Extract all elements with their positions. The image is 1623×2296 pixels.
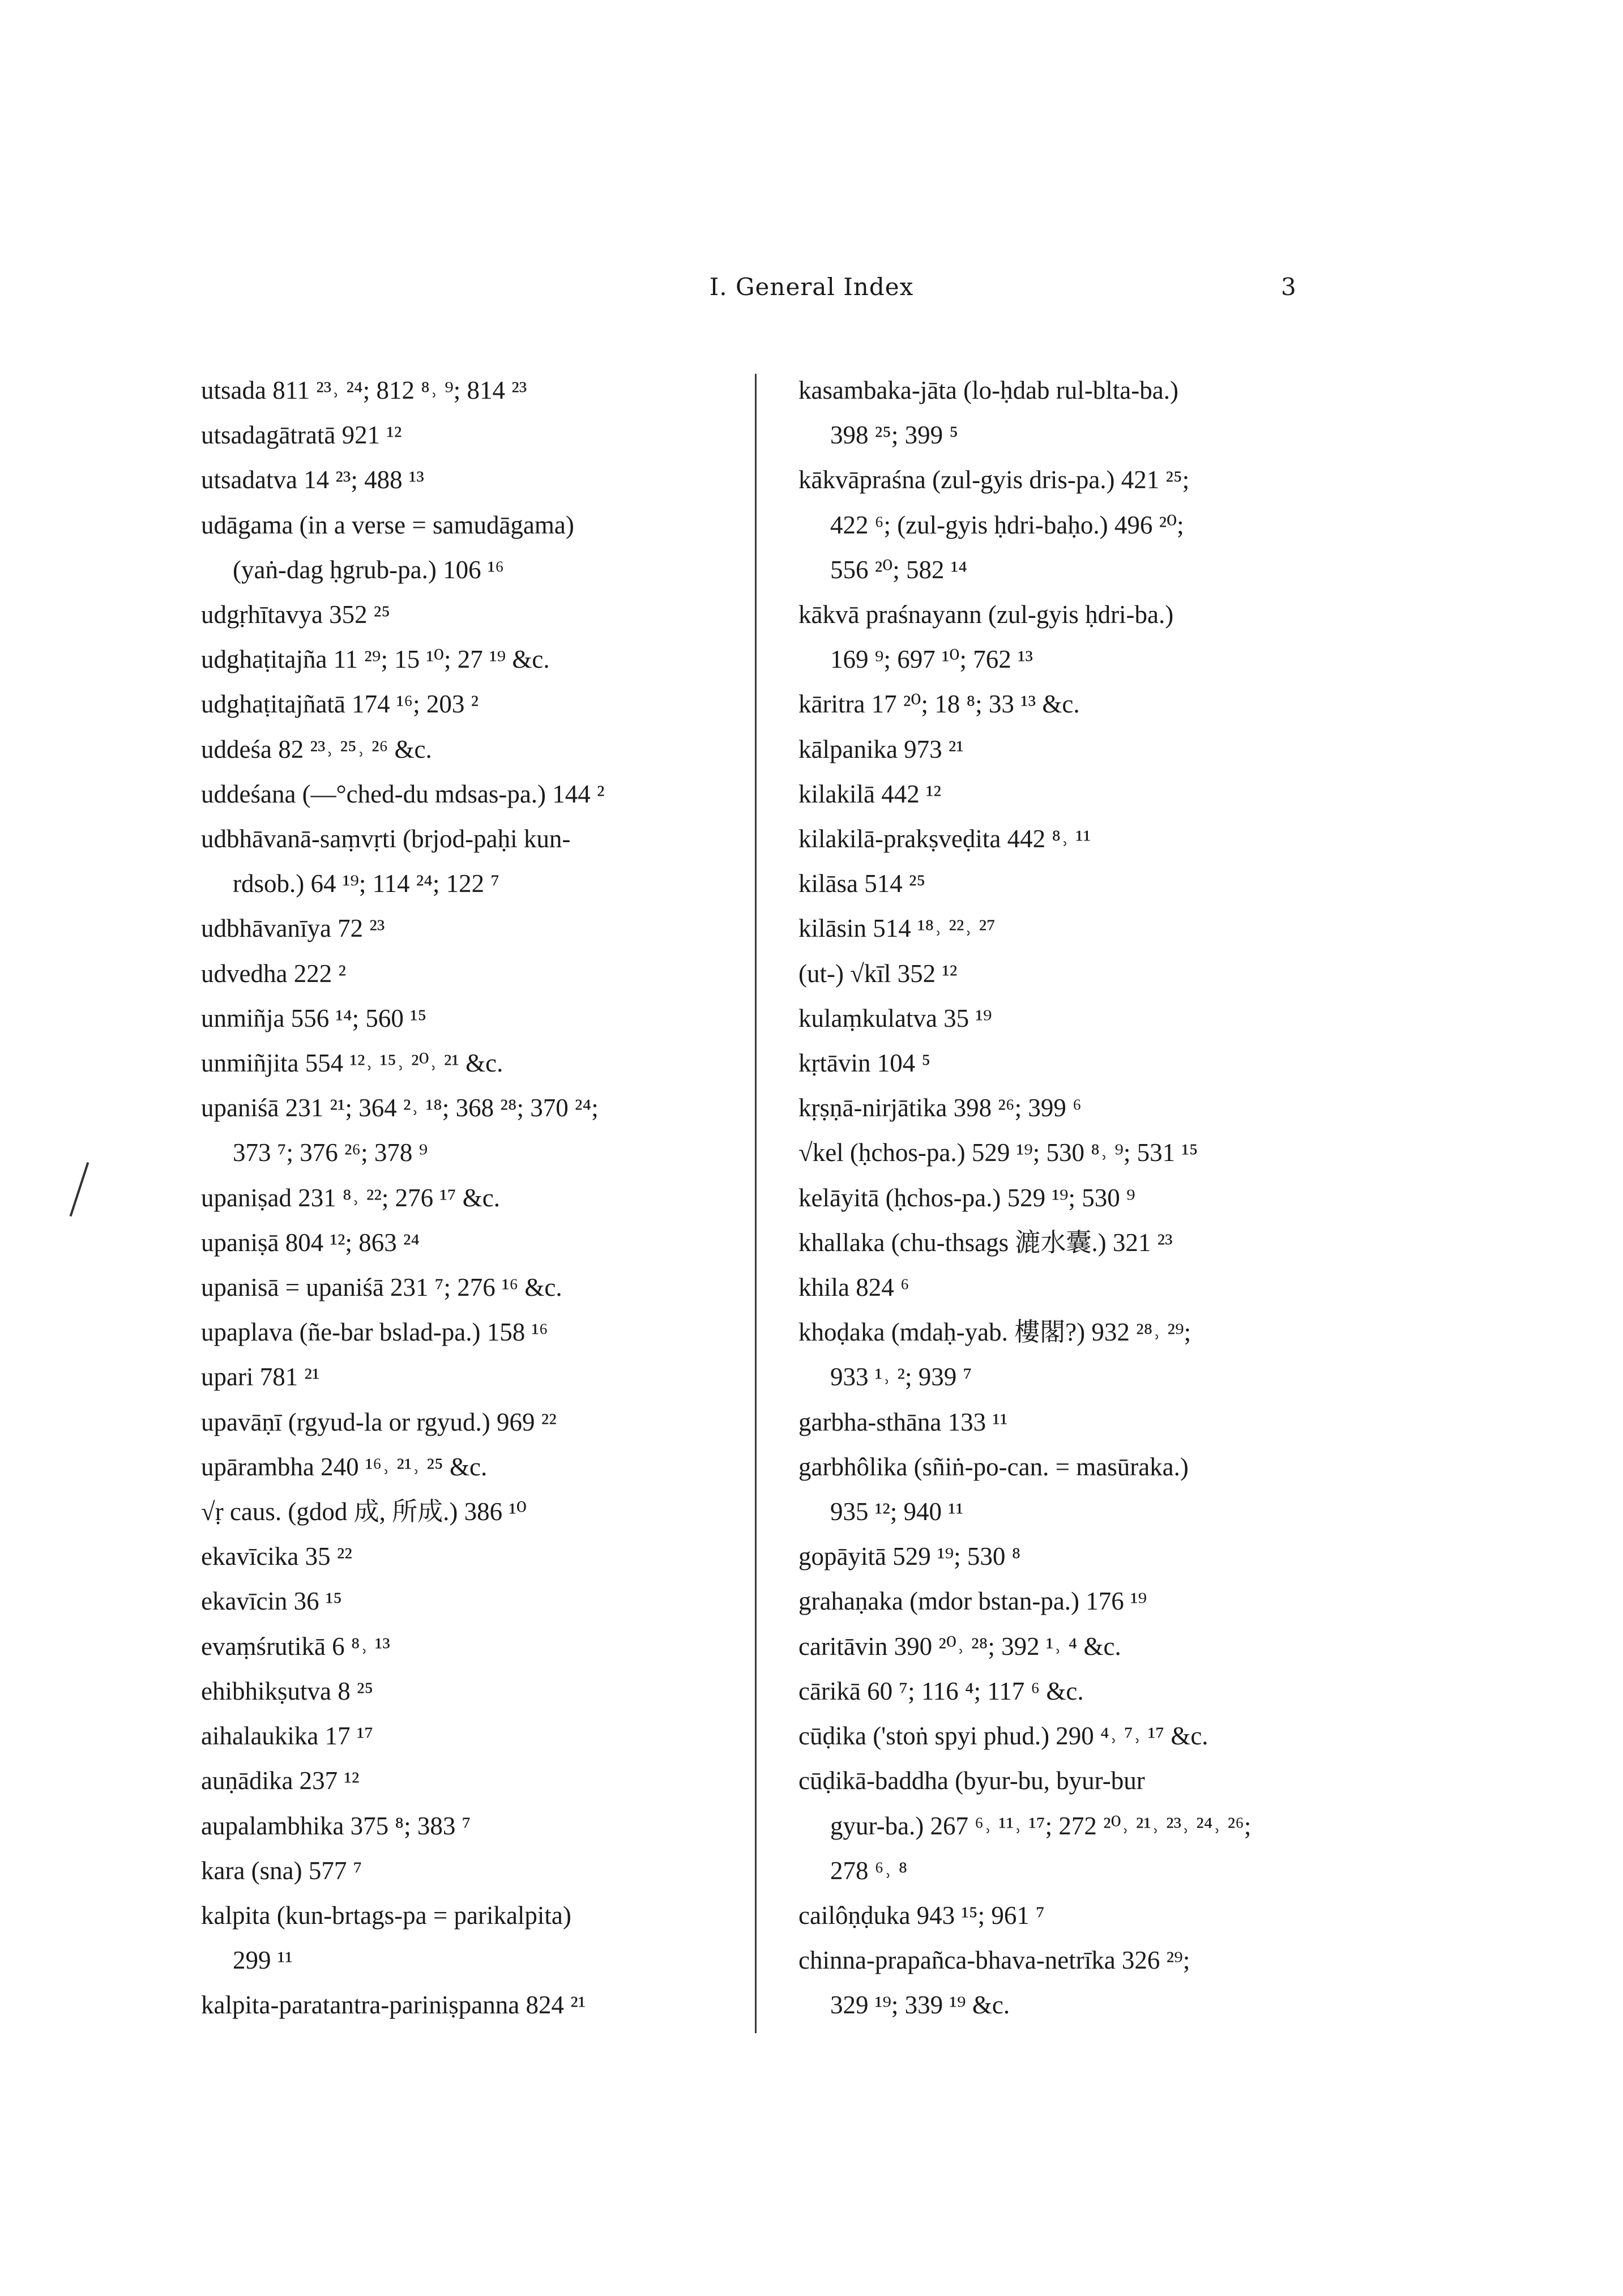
index-entry [798, 1759, 1370, 1893]
entry-line: auṇādika 237 ¹² [201, 1766, 360, 1795]
entry-continuation-line: gyur-ba.) 267 ⁶˒ ¹¹˒ ¹⁷; 272 ²⁰˒ ²¹˒ ²³˒ ²⁴˒ ²⁶; [830, 1811, 1252, 1840]
entry-line: upārambha 240 ¹⁶˒ ²¹˒ ²⁵ &c. [201, 1452, 488, 1481]
entry-line: garbhôlika (sñiṅ-po-can. = masūraka.) [798, 1452, 1189, 1481]
entry-line: unmiñja 556 ¹⁴; 560 ¹⁵ [201, 1004, 427, 1032]
running-title: I. General Index [709, 273, 914, 301]
index-entry [798, 592, 1370, 682]
entry-line: upaniṣā 804 ¹²; 863 ²⁴ [201, 1228, 420, 1257]
entry-line: khallaka (chu-thsags 漉水囊.) 321 ²³ [798, 1228, 1173, 1257]
entry-continuation-line: 398 ²⁵; 399 ⁵ [830, 421, 959, 450]
index-entry [201, 503, 756, 592]
entry-line: garbha-sthāna 133 ¹¹ [798, 1407, 1008, 1436]
index-entry [798, 861, 1370, 906]
index-entry [798, 996, 1370, 1041]
index-entry [201, 1265, 756, 1310]
index-entry [201, 458, 756, 502]
entry-continuation-line: 329 ¹⁹; 339 ¹⁹ &c. [830, 1991, 1010, 2020]
entry-line: kilāsa 514 ²⁵ [798, 869, 926, 898]
index-entry [798, 727, 1370, 772]
index-entry [201, 906, 756, 951]
index-entry [798, 906, 1370, 951]
index-entry [201, 1220, 756, 1265]
index-entry [201, 1086, 756, 1175]
index-entry [798, 1310, 1370, 1399]
entry-line: grahaṇaka (mdor bstan-pa.) 176 ¹⁹ [798, 1587, 1147, 1616]
index-entry [201, 1400, 756, 1445]
entry-continuation-line: 933 ¹˒ ²; 939 ⁷ [830, 1363, 972, 1392]
index-entry [201, 1176, 756, 1220]
entry-line: uddeśa 82 ²³˒ ²⁵˒ ²⁶ &c. [201, 735, 432, 763]
index-entry [201, 1579, 756, 1624]
entry-line: utsadatva 14 ²³; 488 ¹³ [201, 466, 424, 494]
entry-line: kalpita-paratantra-pariniṣpanna 824 ²¹ [201, 1991, 586, 2020]
entry-line: kelāyitā (ḥchos-pa.) 529 ¹⁹; 530 ⁹ [798, 1183, 1135, 1212]
index-entry [201, 1759, 756, 1803]
entry-continuation-line: 422 ⁶; (zul-gyis ḥdri-baḥo.) 496 ²⁰; [830, 510, 1184, 539]
index-entry [798, 772, 1370, 817]
entry-line: chinna-prapañca-bhava-netrīka 326 ²⁹; [798, 1946, 1190, 1975]
index-entry [201, 413, 756, 458]
index-entry [798, 368, 1370, 458]
entry-line: ehibhikṣutva 8 ²⁵ [201, 1676, 374, 1705]
entry-line: kara (sna) 577 ⁷ [201, 1856, 362, 1885]
entry-line: utsada 811 ²³˒ ²⁴; 812 ⁸˒ ⁹; 814 ²³ [201, 376, 527, 404]
index-entry [798, 1445, 1370, 1534]
index-entry [798, 1938, 1370, 2028]
index-entry [201, 1804, 756, 1849]
entry-continuation-line: 278 ⁶˒ ⁸ [830, 1856, 908, 1885]
entry-line: khila 824 ⁶ [798, 1273, 909, 1302]
page-number: 3 [1281, 273, 1296, 301]
index-entry [798, 1579, 1370, 1624]
index-entry [798, 1400, 1370, 1445]
entry-line: upaplava (ñe-bar bslad-pa.) 158 ¹⁶ [201, 1318, 548, 1347]
entry-line: kākvāpraśna (zul-gyis dris-pa.) 421 ²⁵; [798, 466, 1190, 494]
index-entry [798, 951, 1370, 996]
entry-line: udghaṭitajñatā 174 ¹⁶; 203 ² [201, 690, 479, 719]
index-entry [201, 996, 756, 1041]
index-entry [201, 772, 756, 817]
entry-line: utsadagātratā 921 ¹² [201, 421, 402, 450]
index-entry [798, 817, 1370, 861]
index-entry [201, 817, 756, 906]
index-entry [201, 637, 756, 682]
entry-line: unmiñjita 554 ¹²˒ ¹⁵˒ ²⁰˒ ²¹ &c. [201, 1049, 503, 1078]
index-entry [201, 727, 756, 772]
entry-continuation-line: 373 ⁷; 376 ²⁶; 378 ⁹ [233, 1138, 428, 1167]
entry-continuation-line: (yaṅ-dag ḥgrub-pa.) 106 ¹⁶ [233, 555, 505, 584]
entry-continuation-line: 556 ²⁰; 582 ¹⁴ [830, 555, 967, 584]
index-columns [201, 368, 1424, 2039]
index-entry [798, 458, 1370, 592]
entry-continuation-line: 935 ¹²; 940 ¹¹ [830, 1497, 964, 1526]
index-entry [201, 1714, 756, 1759]
entry-line: udbhāvanā-saṃvṛti (brjod-paḥi kun- [201, 825, 571, 853]
entry-continuation-line: 169 ⁹; 697 ¹⁰; 762 ¹³ [830, 645, 1033, 674]
entry-line: uddeśana (—°ched-du mdsas-pa.) 144 ² [201, 779, 605, 808]
entry-line: ekavīcin 36 ¹⁵ [201, 1587, 343, 1616]
entry-line: kṛtāvin 104 ⁵ [798, 1049, 931, 1078]
index-entry [798, 682, 1370, 727]
index-entry [201, 368, 756, 413]
column-divider [755, 374, 757, 2033]
entry-line: udvedha 222 ² [201, 959, 346, 988]
entry-line: kilāsin 514 ¹⁸˒ ²²˒ ²⁷ [798, 914, 996, 943]
entry-continuation-line: 299 ¹¹ [233, 1946, 293, 1975]
index-entry [798, 1624, 1370, 1669]
right-column [798, 368, 1370, 2028]
entry-line: (ut-) √kīl 352 ¹² [798, 959, 958, 988]
entry-line: kālpanika 973 ²¹ [798, 735, 964, 763]
entry-line: upanisā = upaniśā 231 ⁷; 276 ¹⁶ &c. [201, 1273, 562, 1302]
entry-line: aihalaukika 17 ¹⁷ [201, 1722, 374, 1751]
index-entry [798, 1220, 1370, 1265]
index-entry [201, 592, 756, 637]
index-entry [201, 1983, 756, 2028]
index-entry [201, 682, 756, 727]
index-entry [201, 1041, 756, 1086]
entry-continuation-line: rdsob.) 64 ¹⁹; 114 ²⁴; 122 ⁷ [233, 869, 500, 898]
entry-line: kāritra 17 ²⁰; 18 ⁸; 33 ¹³ &c. [798, 690, 1080, 719]
entry-line: cūḍika ('stoṅ spyi phud.) 290 ⁴˒ ⁷˒ ¹⁷ &c. [798, 1722, 1208, 1751]
left-column [201, 368, 756, 2028]
index-entry [798, 1669, 1370, 1714]
entry-line: kulaṃkulatva 35 ¹⁹ [798, 1004, 992, 1032]
index-entry [201, 951, 756, 996]
index-entry [798, 1265, 1370, 1310]
index-entry [798, 1176, 1370, 1220]
index-entry [798, 1130, 1370, 1175]
entry-line: udghaṭitajña 11 ²⁹; 15 ¹⁰; 27 ¹⁹ &c. [201, 645, 550, 674]
index-entry [798, 1534, 1370, 1579]
entry-line: udgṛhītavya 352 ²⁵ [201, 600, 391, 629]
entry-line: cailôṇḍuka 943 ¹⁵; 961 ⁷ [798, 1901, 1045, 1930]
page-header [0, 273, 1623, 307]
entry-line: cārikā 60 ⁷; 116 ⁴; 117 ⁶ &c. [798, 1676, 1084, 1705]
index-entry [201, 1669, 756, 1714]
entry-line: kasambaka-jāta (lo-ḥdab rul-blta-ba.) [798, 376, 1178, 404]
entry-line: upari 781 ²¹ [201, 1363, 320, 1392]
entry-line: upavāṇī (rgyud-la or rgyud.) 969 ²² [201, 1407, 557, 1436]
entry-line: aupalambhika 375 ⁸; 383 ⁷ [201, 1811, 471, 1840]
entry-line: kākvā praśnayann (zul-gyis ḥdri-ba.) [798, 600, 1174, 629]
index-entry [201, 1310, 756, 1355]
margin-pencil-mark [70, 1162, 89, 1217]
entry-line: upaniśā 231 ²¹; 364 ²˒ ¹⁸; 368 ²⁸; 370 ²⁴; [201, 1094, 599, 1123]
entry-line: kalpita (kun-brtags-pa = parikalpita) [201, 1901, 571, 1930]
index-entry [798, 1893, 1370, 1938]
entry-line: khoḍaka (mdaḥ-yab. 樓閣?) 932 ²⁸˒ ²⁹; [798, 1318, 1191, 1347]
entry-line: udbhāvanīya 72 ²³ [201, 914, 385, 943]
index-entry [201, 1893, 756, 1983]
entry-line: kṛṣṇā-nirjātika 398 ²⁶; 399 ⁶ [798, 1094, 1082, 1123]
index-entry [201, 1490, 756, 1534]
index-entry [201, 1445, 756, 1490]
entry-line: ekavīcika 35 ²² [201, 1542, 352, 1571]
entry-line: √kel (ḥchos-pa.) 529 ¹⁹; 530 ⁸˒ ⁹; 531 ¹⁵ [798, 1138, 1198, 1167]
entry-line: cūḍikā-baddha (byur-bu, byur-bur [798, 1766, 1145, 1795]
entry-line: udāgama (in a verse = samudāgama) [201, 510, 574, 539]
index-entry [798, 1714, 1370, 1759]
entry-line: evaṃśrutikā 6 ⁸˒ ¹³ [201, 1632, 390, 1661]
entry-line: upaniṣad 231 ⁸˒ ²²; 276 ¹⁷ &c. [201, 1183, 501, 1212]
index-entry [201, 1624, 756, 1669]
entry-line: gopāyitā 529 ¹⁹; 530 ⁸ [798, 1542, 1021, 1571]
index-entry [201, 1355, 756, 1399]
index-entry [201, 1534, 756, 1579]
entry-line: √ṛ caus. (gdod 成, 所成.) 386 ¹⁰ [201, 1497, 527, 1526]
index-entry [201, 1849, 756, 1893]
entry-line: kilakilā-prakṣveḍita 442 ⁸˒ ¹¹ [798, 825, 1091, 853]
index-entry [798, 1086, 1370, 1130]
entry-line: caritāvin 390 ²⁰˒ ²⁸; 392 ¹˒ ⁴ &c. [798, 1632, 1121, 1661]
index-entry [798, 1041, 1370, 1086]
entry-line: kilakilā 442 ¹² [798, 779, 941, 808]
